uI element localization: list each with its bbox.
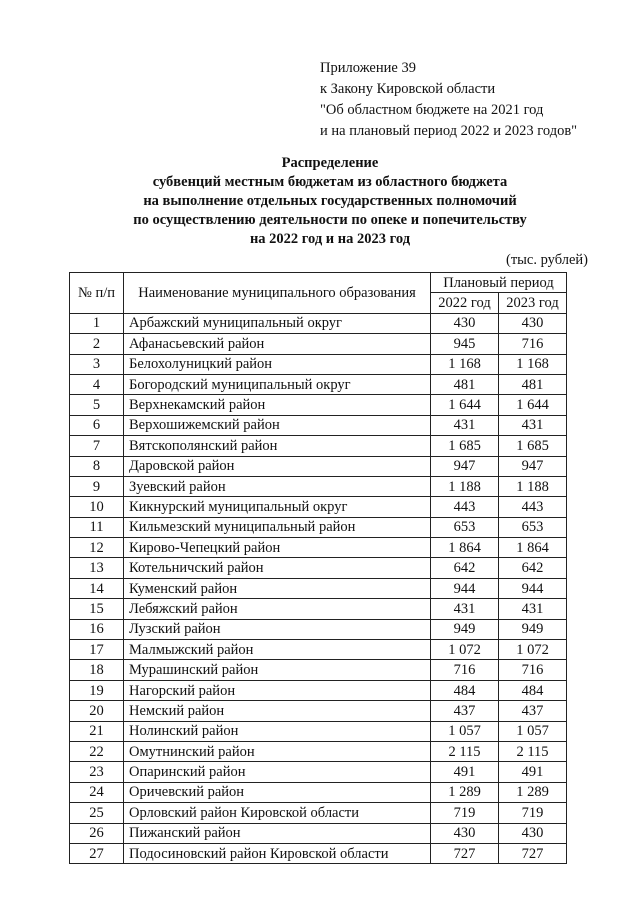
amount-2022: 2 115 bbox=[431, 741, 499, 761]
row-number: 23 bbox=[70, 762, 124, 782]
table-body bbox=[70, 313, 567, 864]
row-number: 3 bbox=[70, 354, 124, 374]
table-row bbox=[70, 456, 567, 476]
header-period: Плановый период bbox=[431, 273, 567, 293]
amount-2022: 443 bbox=[431, 497, 499, 517]
amount-2022: 1 188 bbox=[431, 476, 499, 496]
title-line: субвенций местным бюджетам из областного бюджета bbox=[152, 174, 508, 190]
title-line: на 2022 год и на 2023 год bbox=[249, 231, 411, 247]
table-row bbox=[70, 395, 567, 415]
title-line: по осуществлению деятельности по опеке и попечительству bbox=[133, 212, 527, 228]
municipality-name: Лузский район bbox=[124, 619, 431, 639]
table-row bbox=[70, 823, 567, 843]
row-number: 17 bbox=[70, 640, 124, 660]
header-name: Наименование муниципального образования bbox=[124, 273, 431, 314]
amount-2023: 949 bbox=[499, 619, 567, 639]
amount-2022: 1 072 bbox=[431, 640, 499, 660]
table-row bbox=[70, 578, 567, 598]
table-row bbox=[70, 354, 567, 374]
municipality-name: Верхошижемский район bbox=[124, 415, 431, 435]
row-number: 15 bbox=[70, 599, 124, 619]
amount-2022: 430 bbox=[431, 313, 499, 333]
row-number: 12 bbox=[70, 538, 124, 558]
municipality-name: Даровской район bbox=[124, 456, 431, 476]
table-row bbox=[70, 415, 567, 435]
units-label: (тыс. рублей) bbox=[506, 252, 588, 268]
amount-2023: 2 115 bbox=[499, 741, 567, 761]
amount-2022: 642 bbox=[431, 558, 499, 578]
amount-2023: 431 bbox=[499, 599, 567, 619]
municipality-name: Кикнурский муниципальный округ bbox=[124, 497, 431, 517]
amount-2022: 949 bbox=[431, 619, 499, 639]
amount-2023: 1 057 bbox=[499, 721, 567, 741]
distribution-table bbox=[69, 272, 567, 864]
municipality-name: Опаринский район bbox=[124, 762, 431, 782]
row-number: 25 bbox=[70, 803, 124, 823]
header-year-2023: 2023 год bbox=[499, 293, 567, 313]
appendix-line: и на плановый период 2022 и 2023 годов" bbox=[320, 123, 578, 139]
table-row bbox=[70, 660, 567, 680]
amount-2022: 437 bbox=[431, 701, 499, 721]
amount-2023: 481 bbox=[499, 374, 567, 394]
amount-2022: 484 bbox=[431, 680, 499, 700]
row-number: 6 bbox=[70, 415, 124, 435]
table-row bbox=[70, 334, 567, 354]
appendix-line: к Закону Кировской области bbox=[320, 81, 496, 97]
municipality-name: Кильмезский муниципальный район bbox=[124, 517, 431, 537]
amount-2022: 947 bbox=[431, 456, 499, 476]
table-row bbox=[70, 741, 567, 761]
table-row bbox=[70, 803, 567, 823]
table-row bbox=[70, 497, 567, 517]
amount-2022: 653 bbox=[431, 517, 499, 537]
table-row bbox=[70, 436, 567, 456]
row-number: 19 bbox=[70, 680, 124, 700]
amount-2022: 727 bbox=[431, 843, 499, 863]
table-row bbox=[70, 721, 567, 741]
amount-2023: 727 bbox=[499, 843, 567, 863]
amount-2022: 719 bbox=[431, 803, 499, 823]
row-number: 4 bbox=[70, 374, 124, 394]
table-row bbox=[70, 680, 567, 700]
row-number: 21 bbox=[70, 721, 124, 741]
municipality-name: Подосиновский район Кировской области bbox=[124, 843, 431, 863]
appendix-note bbox=[320, 58, 577, 142]
municipality-name: Кирово-Чепецкий район bbox=[124, 538, 431, 558]
amount-2023: 719 bbox=[499, 803, 567, 823]
amount-2023: 430 bbox=[499, 823, 567, 843]
amount-2022: 1 864 bbox=[431, 538, 499, 558]
table-row bbox=[70, 640, 567, 660]
table-row bbox=[70, 599, 567, 619]
municipality-name: Омутнинский район bbox=[124, 741, 431, 761]
table-row bbox=[70, 843, 567, 863]
municipality-name: Оричевский район bbox=[124, 782, 431, 802]
amount-2023: 430 bbox=[499, 313, 567, 333]
amount-2022: 1 289 bbox=[431, 782, 499, 802]
table-row bbox=[70, 619, 567, 639]
amount-2022: 944 bbox=[431, 578, 499, 598]
amount-2023: 653 bbox=[499, 517, 567, 537]
row-number: 7 bbox=[70, 436, 124, 456]
municipality-name: Нолинский район bbox=[124, 721, 431, 741]
header-year-2022: 2022 год bbox=[431, 293, 499, 313]
row-number: 14 bbox=[70, 578, 124, 598]
row-number: 1 bbox=[70, 313, 124, 333]
amount-2023: 484 bbox=[499, 680, 567, 700]
municipality-name: Арбажский муниципальный округ bbox=[124, 313, 431, 333]
municipality-name: Афанасьевский район bbox=[124, 334, 431, 354]
municipality-name: Зуевский район bbox=[124, 476, 431, 496]
appendix-line: "Об областном бюджете на 2021 год bbox=[320, 102, 544, 118]
amount-2022: 431 bbox=[431, 599, 499, 619]
row-number: 13 bbox=[70, 558, 124, 578]
municipality-name: Котельничский район bbox=[124, 558, 431, 578]
amount-2022: 1 685 bbox=[431, 436, 499, 456]
amount-2022: 491 bbox=[431, 762, 499, 782]
amount-2023: 1 168 bbox=[499, 354, 567, 374]
municipality-name: Куменский район bbox=[124, 578, 431, 598]
amount-2022: 1 644 bbox=[431, 395, 499, 415]
table-row bbox=[70, 701, 567, 721]
amount-2023: 642 bbox=[499, 558, 567, 578]
table-row bbox=[70, 374, 567, 394]
row-number: 8 bbox=[70, 456, 124, 476]
municipality-name: Вятскополянский район bbox=[124, 436, 431, 456]
municipality-name: Немский район bbox=[124, 701, 431, 721]
row-number: 11 bbox=[70, 517, 124, 537]
municipality-name: Нагорский район bbox=[124, 680, 431, 700]
amount-2023: 437 bbox=[499, 701, 567, 721]
header-num: № п/п bbox=[70, 273, 124, 314]
amount-2023: 1 685 bbox=[499, 436, 567, 456]
table-row bbox=[70, 517, 567, 537]
table-row bbox=[70, 313, 567, 333]
amount-2023: 947 bbox=[499, 456, 567, 476]
amount-2022: 716 bbox=[431, 660, 499, 680]
row-number: 27 bbox=[70, 843, 124, 863]
document-title bbox=[40, 154, 620, 249]
row-number: 20 bbox=[70, 701, 124, 721]
table-row bbox=[70, 782, 567, 802]
amount-2023: 1 188 bbox=[499, 476, 567, 496]
amount-2022: 1 057 bbox=[431, 721, 499, 741]
amount-2022: 1 168 bbox=[431, 354, 499, 374]
row-number: 24 bbox=[70, 782, 124, 802]
municipality-name: Мурашинский район bbox=[124, 660, 431, 680]
amount-2023: 491 bbox=[499, 762, 567, 782]
amount-2023: 1 644 bbox=[499, 395, 567, 415]
municipality-name: Пижанский район bbox=[124, 823, 431, 843]
amount-2022: 430 bbox=[431, 823, 499, 843]
row-number: 5 bbox=[70, 395, 124, 415]
table-row bbox=[70, 558, 567, 578]
row-number: 10 bbox=[70, 497, 124, 517]
table-row bbox=[70, 538, 567, 558]
appendix-line: Приложение 39 bbox=[320, 60, 416, 76]
amount-2023: 716 bbox=[499, 660, 567, 680]
amount-2022: 481 bbox=[431, 374, 499, 394]
row-number: 9 bbox=[70, 476, 124, 496]
amount-2022: 945 bbox=[431, 334, 499, 354]
row-number: 26 bbox=[70, 823, 124, 843]
title-line: Распределение bbox=[281, 155, 379, 171]
row-number: 18 bbox=[70, 660, 124, 680]
municipality-name: Верхнекамский район bbox=[124, 395, 431, 415]
table-row bbox=[70, 476, 567, 496]
amount-2023: 443 bbox=[499, 497, 567, 517]
municipality-name: Орловский район Кировской области bbox=[124, 803, 431, 823]
municipality-name: Лебяжский район bbox=[124, 599, 431, 619]
amount-2023: 431 bbox=[499, 415, 567, 435]
amount-2023: 1 289 bbox=[499, 782, 567, 802]
municipality-name: Малмыжский район bbox=[124, 640, 431, 660]
municipality-name: Белохолуницкий район bbox=[124, 354, 431, 374]
table-row bbox=[70, 762, 567, 782]
amount-2022: 431 bbox=[431, 415, 499, 435]
amount-2023: 1 864 bbox=[499, 538, 567, 558]
title-line: на выполнение отдельных государственных полномочий bbox=[143, 193, 517, 209]
row-number: 16 bbox=[70, 619, 124, 639]
amount-2023: 944 bbox=[499, 578, 567, 598]
municipality-name: Богородский муниципальный округ bbox=[124, 374, 431, 394]
row-number: 22 bbox=[70, 741, 124, 761]
amount-2023: 716 bbox=[499, 334, 567, 354]
row-number: 2 bbox=[70, 334, 124, 354]
amount-2023: 1 072 bbox=[499, 640, 567, 660]
